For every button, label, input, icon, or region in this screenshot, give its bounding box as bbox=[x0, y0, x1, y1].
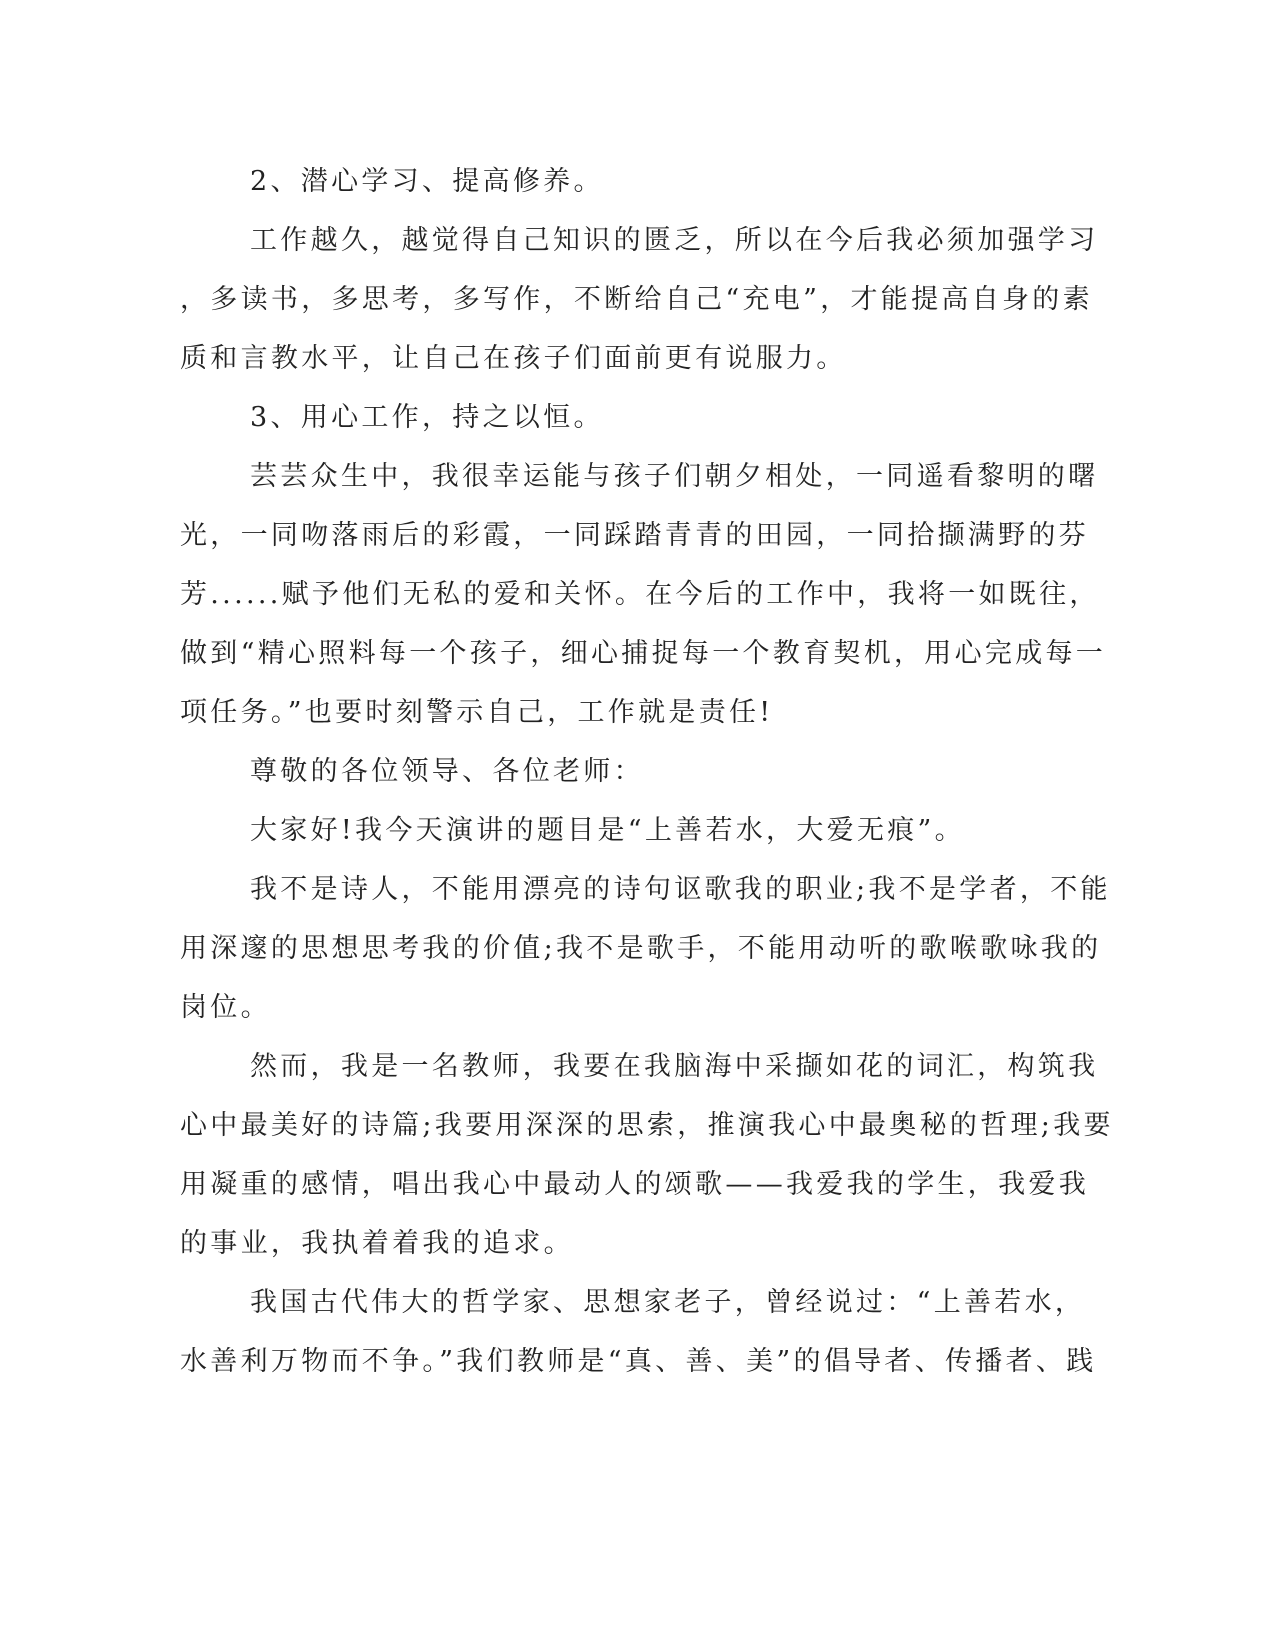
text-line: 芸芸众生中，我很幸运能与孩子们朝夕相处，一同遥看黎明的曙 bbox=[250, 461, 1099, 492]
text-line: 水善利万物而不争。”我们教师是“真、善、美”的倡导者、传播者、践 bbox=[180, 1346, 1097, 1377]
text-line: 心中最美好的诗篇;我要用深深的思索，推演我心中最奥秘的哲理;我要 bbox=[180, 1110, 1114, 1141]
text-line: 项任务。”也要时刻警示自己，工作就是责任! bbox=[180, 697, 774, 728]
text-line: 用凝重的感情，唱出我心中最动人的颂歌——我爱我的学生，我爱我 bbox=[180, 1169, 1089, 1200]
text-line: 我国古代伟大的哲学家、思想家老子，曾经说过：“上善若水， bbox=[250, 1287, 1086, 1318]
text-line: 用深邃的思想思考我的价值;我不是歌手，不能用动听的歌喉歌咏我的 bbox=[180, 933, 1102, 964]
text-line: 2、潜心学习、提高修养。 bbox=[250, 166, 604, 197]
text-line: 芳......赋予他们无私的爱和关怀。在今后的工作中，我将一如既往， bbox=[180, 579, 1100, 610]
text-line: 然而，我是一名教师，我要在我脑海中采撷如花的词汇，构筑我 bbox=[250, 1051, 1099, 1082]
text-line: 光，一同吻落雨后的彩霞，一同踩踏青青的田园，一同拾撷满野的芬 bbox=[180, 520, 1089, 551]
text-line: 岗位。 bbox=[180, 992, 271, 1023]
text-line: 工作越久，越觉得自己知识的匮乏，所以在今后我必须加强学习 bbox=[250, 225, 1099, 256]
text-line: 3、用心工作，持之以恒。 bbox=[250, 402, 604, 433]
text-line: 尊敬的各位领导、各位老师： bbox=[250, 756, 644, 787]
text-line: ，多读书，多思考，多写作，不断给自己“充电”，才能提高自身的素 bbox=[180, 284, 1093, 315]
text-line: 质和言教水平，让自己在孩子们面前更有说服力。 bbox=[180, 343, 847, 374]
text-line: 的事业，我执着着我的追求。 bbox=[180, 1228, 574, 1259]
text-line: 做到“精心照料每一个孩子，细心捕捉每一个教育契机，用心完成每一 bbox=[180, 638, 1107, 669]
text-line: 我不是诗人，不能用漂亮的诗句讴歌我的职业;我不是学者，不能 bbox=[250, 874, 1111, 905]
text-line: 大家好!我今天演讲的题目是“上善若水，大爱无痕”。 bbox=[250, 815, 965, 846]
